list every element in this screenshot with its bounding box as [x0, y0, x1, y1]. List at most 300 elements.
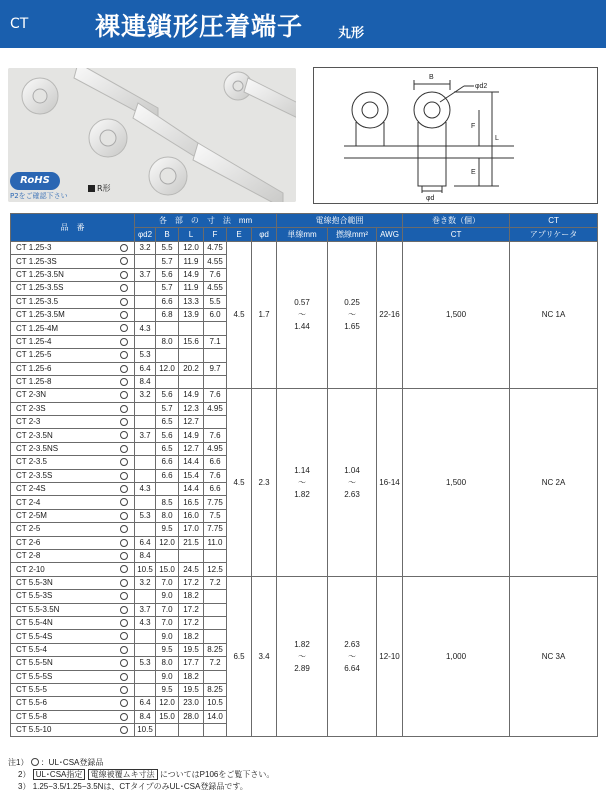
cell-F — [204, 322, 227, 335]
cell-d2 — [135, 683, 156, 696]
cell-F — [204, 630, 227, 643]
square-marker-icon — [88, 185, 95, 192]
ul-csa-circle-icon — [120, 525, 128, 533]
note-3-prefix: 3） — [18, 782, 31, 791]
cell-B — [156, 549, 179, 562]
header-reel-ct: CT — [403, 228, 510, 242]
ul-csa-circle-icon — [120, 378, 128, 386]
note-2-prefix: 2） — [18, 770, 31, 779]
cell-F: 4.55 — [204, 282, 227, 295]
diagram-label-d: φd — [426, 195, 435, 202]
ul-csa-circle-icon — [120, 445, 128, 453]
ul-csa-circle-icon — [120, 632, 128, 640]
cell-L: 12.3 — [179, 402, 204, 415]
cell-p: CT 2-3N — [11, 389, 135, 402]
cell-B: 6.5 — [156, 442, 179, 455]
cell-d2: 4.3 — [135, 322, 156, 335]
cell-applicator: NC 1A — [510, 242, 598, 389]
cell-single-line: 1.14 — [294, 465, 310, 475]
cell-d2: 8.4 — [135, 375, 156, 388]
ul-csa-circle-icon — [120, 659, 128, 667]
cell-p: CT 2-4 — [11, 496, 135, 509]
cell-single — [277, 576, 328, 737]
header-d: φd — [252, 228, 277, 242]
ul-csa-circle-icon — [120, 619, 128, 627]
cell-reel: 1,500 — [403, 242, 510, 389]
cell-stranded — [328, 576, 377, 737]
cell-F: 7.2 — [204, 576, 227, 589]
cell-B: 9.5 — [156, 643, 179, 656]
cell-B — [156, 375, 179, 388]
ul-csa-circle-icon — [120, 271, 128, 279]
cell-p: CT 5.5-8 — [11, 710, 135, 723]
cell-stranded-line: 1.65 — [344, 322, 360, 332]
ul-csa-circle-icon — [120, 726, 128, 734]
ul-csa-circle-icon — [120, 418, 128, 426]
cell-L: 21.5 — [179, 536, 204, 549]
cell-p: CT 5.5-5N — [11, 657, 135, 670]
cell-B: 9.5 — [156, 683, 179, 696]
cell-single — [277, 242, 328, 389]
ul-csa-circle-icon — [120, 498, 128, 506]
cell-F: 7.2 — [204, 657, 227, 670]
ul-csa-circle-icon — [120, 351, 128, 359]
header-applicator-sub: アプリケータ — [510, 228, 598, 242]
cell-L: 18.2 — [179, 590, 204, 603]
cell-L: 13.9 — [179, 308, 204, 321]
cell-single-line: 1.82 — [294, 489, 310, 499]
ul-csa-circle-icon — [120, 485, 128, 493]
cell-reel: 1,500 — [403, 389, 510, 576]
cell-d2: 3.2 — [135, 242, 156, 255]
cell-p: CT 5.5-4 — [11, 643, 135, 656]
cell-d2: 3.7 — [135, 429, 156, 442]
cell-F — [204, 549, 227, 562]
cell-d2: 5.3 — [135, 349, 156, 362]
cell-d2 — [135, 496, 156, 509]
ul-csa-circle-icon — [120, 699, 128, 707]
cell-p: CT 5.5-3N — [11, 576, 135, 589]
rohs-note: P2をご確認下さい — [10, 192, 68, 200]
cell-p: CT 1.25-3.5 — [11, 295, 135, 308]
ul-csa-circle-icon — [120, 284, 128, 292]
cell-F: 4.95 — [204, 442, 227, 455]
cell-d2: 8.4 — [135, 710, 156, 723]
cell-p: CT 1.25-4 — [11, 335, 135, 348]
cell-stranded-line: 6.64 — [344, 663, 360, 673]
cell-p: CT 2-8 — [11, 549, 135, 562]
cell-B: 5.5 — [156, 242, 179, 255]
header-l: L — [179, 228, 204, 242]
cell-d2: 5.3 — [135, 509, 156, 522]
cell-e: 6.5 — [227, 576, 252, 737]
header-f: F — [204, 228, 227, 242]
ul-csa-circle-icon — [120, 405, 128, 413]
cell-stranded-line: 〜 — [348, 310, 357, 320]
ul-csa-circle-icon — [120, 244, 128, 252]
ul-csa-circle-icon — [31, 758, 39, 766]
cell-F: 14.0 — [204, 710, 227, 723]
cell-d2: 3.2 — [135, 576, 156, 589]
cell-p: CT 5.5-3S — [11, 590, 135, 603]
cell-L: 16.5 — [179, 496, 204, 509]
cell-L: 14.4 — [179, 483, 204, 496]
note-1-prefix: 注1） — [8, 758, 29, 767]
cell-L: 15.6 — [179, 335, 204, 348]
cell-stranded-line: 〜 — [348, 477, 357, 487]
header-single: 単線mm — [277, 228, 328, 242]
cell-B: 7.0 — [156, 576, 179, 589]
ul-csa-circle-icon — [120, 257, 128, 265]
cell-F: 12.5 — [204, 563, 227, 576]
cell-F: 7.1 — [204, 335, 227, 348]
cell-F: 6.6 — [204, 483, 227, 496]
cell-d2 — [135, 469, 156, 482]
cell-L: 23.0 — [179, 697, 204, 710]
cell-F: 4.55 — [204, 255, 227, 268]
page-subtitle: 丸形 — [338, 26, 365, 41]
cell-B: 8.0 — [156, 509, 179, 522]
note-3 — [8, 781, 274, 793]
cell-B — [156, 322, 179, 335]
cell-awg: 22-16 — [377, 242, 403, 389]
cell-B: 5.7 — [156, 402, 179, 415]
cell-p: CT 1.25-5 — [11, 349, 135, 362]
cell-L: 16.0 — [179, 509, 204, 522]
cell-B: 9.0 — [156, 590, 179, 603]
terminal-drawing — [314, 68, 597, 203]
cell-p: CT 2-5 — [11, 523, 135, 536]
cell-F: 7.75 — [204, 523, 227, 536]
cell-F — [204, 603, 227, 616]
dimension-diagram — [313, 67, 598, 204]
diagram-label-l: L — [495, 135, 499, 142]
cell-d2: 10.5 — [135, 724, 156, 737]
cell-L: 17.7 — [179, 657, 204, 670]
cell-e: 4.5 — [227, 242, 252, 389]
cell-p: CT 1.25-3.5M — [11, 308, 135, 321]
ul-csa-circle-icon — [120, 311, 128, 319]
cell-L: 17.2 — [179, 603, 204, 616]
page-title: 裸連鎖形圧着端子 — [95, 12, 304, 41]
cell-B: 8.0 — [156, 335, 179, 348]
note-1 — [8, 757, 274, 769]
cell-d2: 3.7 — [135, 268, 156, 281]
cell-F: 6.0 — [204, 308, 227, 321]
cell-F: 7.6 — [204, 268, 227, 281]
cell-d2 — [135, 442, 156, 455]
cell-F: 8.25 — [204, 643, 227, 656]
cell-F: 7.5 — [204, 509, 227, 522]
note-2 — [8, 769, 274, 781]
cell-d2: 4.3 — [135, 616, 156, 629]
cell-B: 6.6 — [156, 295, 179, 308]
cell-L — [179, 549, 204, 562]
spec-table — [10, 213, 598, 737]
spec-table-body — [11, 242, 598, 737]
header-applicator: CT — [510, 214, 598, 228]
cell-p: CT 5.5-5S — [11, 670, 135, 683]
cell-d2: 3.7 — [135, 603, 156, 616]
diagram-label-d2: φd2 — [475, 83, 488, 90]
cell-B: 6.6 — [156, 469, 179, 482]
cell-stranded-line: 0.25 — [344, 298, 360, 308]
cell-d2: 5.3 — [135, 657, 156, 670]
cell-p: CT 2-3.5 — [11, 456, 135, 469]
cell-d2: 6.4 — [135, 362, 156, 375]
cell-F — [204, 590, 227, 603]
cell-d2: 6.4 — [135, 697, 156, 710]
cell-L: 14.4 — [179, 456, 204, 469]
ul-csa-circle-icon — [120, 539, 128, 547]
ul-csa-circle-icon — [120, 552, 128, 560]
cell-B: 5.6 — [156, 429, 179, 442]
cell-B: 6.8 — [156, 308, 179, 321]
table-row — [11, 242, 598, 255]
ul-csa-circle-icon — [120, 565, 128, 573]
cell-F: 6.6 — [204, 456, 227, 469]
cell-d2: 4.3 — [135, 483, 156, 496]
cell-L: 12.7 — [179, 442, 204, 455]
cell-B: 5.6 — [156, 389, 179, 402]
cell-F: 7.6 — [204, 429, 227, 442]
cell-L: 12.0 — [179, 242, 204, 255]
cell-L — [179, 349, 204, 362]
cell-d2 — [135, 308, 156, 321]
cell-p: CT 1.25-3S — [11, 255, 135, 268]
cell-B: 7.0 — [156, 616, 179, 629]
ul-csa-circle-icon — [120, 431, 128, 439]
cell-d2 — [135, 523, 156, 536]
note-1-text: ：UL･CSA登録品 — [40, 758, 104, 767]
cell-L: 14.9 — [179, 389, 204, 402]
ul-csa-circle-icon — [120, 324, 128, 332]
ul-csa-circle-icon — [120, 391, 128, 399]
cell-p: CT 5.5-4S — [11, 630, 135, 643]
header-dimensions: 各 部 の 寸 法 mm — [135, 214, 277, 228]
cell-p: CT 1.25-6 — [11, 362, 135, 375]
cell-F: 8.25 — [204, 683, 227, 696]
cell-d2 — [135, 630, 156, 643]
cell-p: CT 5.5-10 — [11, 724, 135, 737]
cell-B: 12.0 — [156, 697, 179, 710]
cell-reel: 1,000 — [403, 576, 510, 737]
cell-L — [179, 322, 204, 335]
cell-F — [204, 616, 227, 629]
note-2-text: についてはP106をご覧下さい。 — [159, 770, 275, 779]
cell-B — [156, 349, 179, 362]
cell-L: 12.7 — [179, 416, 204, 429]
header-d2: φd2 — [135, 228, 156, 242]
cell-p: CT 5.5-5 — [11, 683, 135, 696]
cell-p: CT 1.25-3.5N — [11, 268, 135, 281]
cell-B: 12.0 — [156, 362, 179, 375]
cell-B: 7.0 — [156, 603, 179, 616]
rohs-label: RoHS — [10, 172, 60, 190]
cell-p: CT 2-3S — [11, 402, 135, 415]
ul-csa-circle-icon — [120, 592, 128, 600]
cell-F: 5.5 — [204, 295, 227, 308]
cell-stranded — [328, 242, 377, 389]
ul-csa-circle-icon — [120, 458, 128, 466]
cell-B: 9.0 — [156, 630, 179, 643]
note-3-text: 1.25−3.5/1.25−3.5Nは、CTタイプのみUL･CSA登録品です。 — [32, 782, 248, 791]
header-wire-range: 電線抱合範囲 — [277, 214, 403, 228]
cell-L: 18.2 — [179, 630, 204, 643]
cell-p: CT 1.25-8 — [11, 375, 135, 388]
cell-stranded-line: 2.63 — [344, 639, 360, 649]
cell-B: 5.6 — [156, 268, 179, 281]
cell-B: 6.5 — [156, 416, 179, 429]
cell-L: 24.5 — [179, 563, 204, 576]
cell-e: 4.5 — [227, 389, 252, 576]
cell-p: CT 2-3.5NS — [11, 442, 135, 455]
cell-d2: 6.4 — [135, 536, 156, 549]
diagram-label-e: E — [471, 169, 476, 176]
table-row — [11, 576, 598, 589]
cell-single — [277, 389, 328, 576]
cell-L: 14.9 — [179, 268, 204, 281]
series-label: CT — [10, 16, 29, 32]
cell-L: 11.9 — [179, 282, 204, 295]
cell-B: 6.6 — [156, 456, 179, 469]
ul-csa-circle-icon — [120, 646, 128, 654]
cell-F: 11.0 — [204, 536, 227, 549]
cell-L — [179, 375, 204, 388]
header-product: 品 番 — [11, 214, 135, 242]
header-reel: 巻き数（個） — [403, 214, 510, 228]
cell-awg: 16-14 — [377, 389, 403, 576]
cell-p: CT 2-6 — [11, 536, 135, 549]
cell-d2 — [135, 643, 156, 656]
cell-single-line: 1.44 — [294, 322, 310, 332]
cell-L: 28.0 — [179, 710, 204, 723]
cell-d2: 8.4 — [135, 549, 156, 562]
cell-d2 — [135, 295, 156, 308]
cell-B: 5.7 — [156, 282, 179, 295]
cell-L: 17.2 — [179, 616, 204, 629]
cell-F: 10.5 — [204, 697, 227, 710]
rohs-badge — [10, 172, 68, 201]
cell-L: 14.9 — [179, 429, 204, 442]
cell-F: 7.75 — [204, 496, 227, 509]
shape-legend — [88, 183, 111, 194]
cell-p: CT 2-4S — [11, 483, 135, 496]
cell-F — [204, 724, 227, 737]
ul-csa-circle-icon — [120, 512, 128, 520]
cell-B — [156, 724, 179, 737]
cell-p: CT 2-10 — [11, 563, 135, 576]
header-e: E — [227, 228, 252, 242]
cell-p: CT 2-3.5N — [11, 429, 135, 442]
cell-single-line: 〜 — [298, 651, 307, 661]
cell-d: 1.7 — [252, 242, 277, 389]
cell-L: 19.5 — [179, 683, 204, 696]
diagram-label-b: B — [429, 74, 434, 81]
cell-L: 11.9 — [179, 255, 204, 268]
cell-L: 13.3 — [179, 295, 204, 308]
cell-d2 — [135, 670, 156, 683]
cell-d2 — [135, 402, 156, 415]
cell-stranded-line: 2.63 — [344, 489, 360, 499]
cell-B: 12.0 — [156, 536, 179, 549]
cell-d2 — [135, 590, 156, 603]
cell-B: 8.0 — [156, 657, 179, 670]
diagram-label-f: F — [471, 123, 476, 130]
cell-B: 15.0 — [156, 710, 179, 723]
cell-applicator: NC 3A — [510, 576, 598, 737]
cell-p: CT 2-3 — [11, 416, 135, 429]
shape-legend-label: R形 — [97, 184, 111, 193]
cell-B: 15.0 — [156, 563, 179, 576]
cell-F — [204, 670, 227, 683]
cell-B — [156, 483, 179, 496]
cell-L: 17.2 — [179, 576, 204, 589]
cell-p: CT 1.25-3.5S — [11, 282, 135, 295]
cell-d2 — [135, 282, 156, 295]
cell-applicator: NC 2A — [510, 389, 598, 576]
ul-csa-circle-icon — [120, 579, 128, 587]
cell-d2 — [135, 255, 156, 268]
page-header — [0, 0, 606, 48]
ul-csa-circle-icon — [120, 606, 128, 614]
cell-F — [204, 416, 227, 429]
cell-L: 17.0 — [179, 523, 204, 536]
cell-F: 7.6 — [204, 389, 227, 402]
cell-d2 — [135, 456, 156, 469]
cell-p: CT 2-5M — [11, 509, 135, 522]
cell-F: 9.7 — [204, 362, 227, 375]
cell-awg: 12-10 — [377, 576, 403, 737]
ul-csa-circle-icon — [120, 686, 128, 694]
ul-csa-circle-icon — [120, 673, 128, 681]
cell-F — [204, 349, 227, 362]
cell-d: 3.4 — [252, 576, 277, 737]
cell-stranded-line: 1.04 — [344, 465, 360, 475]
cell-p: CT 2-3.5S — [11, 469, 135, 482]
cell-single-line: 1.82 — [294, 639, 310, 649]
cell-B: 8.5 — [156, 496, 179, 509]
header-awg: AWG — [377, 228, 403, 242]
ul-csa-circle-icon — [120, 338, 128, 346]
cell-p: CT 5.5-6 — [11, 697, 135, 710]
note-2-box-ul: UL･CSA指定 — [33, 769, 86, 780]
cell-L: 20.2 — [179, 362, 204, 375]
cell-single-line: 〜 — [298, 310, 307, 320]
cell-F: 4.75 — [204, 242, 227, 255]
cell-p: CT 1.25-3 — [11, 242, 135, 255]
table-row — [11, 389, 598, 402]
cell-L: 18.2 — [179, 670, 204, 683]
header-b: B — [156, 228, 179, 242]
cell-d2 — [135, 335, 156, 348]
cell-L — [179, 724, 204, 737]
cell-B: 5.7 — [156, 255, 179, 268]
ul-csa-circle-icon — [120, 298, 128, 306]
cell-d2 — [135, 416, 156, 429]
cell-p: CT 5.5-4N — [11, 616, 135, 629]
cell-L: 19.5 — [179, 643, 204, 656]
ul-csa-circle-icon — [120, 713, 128, 721]
cell-stranded — [328, 389, 377, 576]
footnotes — [8, 757, 274, 793]
cell-p: CT 1.25-4M — [11, 322, 135, 335]
cell-d2: 3.2 — [135, 389, 156, 402]
cell-F — [204, 375, 227, 388]
ul-csa-circle-icon — [120, 365, 128, 373]
note-2-box-strip: 電線被覆ムキ寸法 — [88, 769, 158, 780]
cell-d: 2.3 — [252, 389, 277, 576]
